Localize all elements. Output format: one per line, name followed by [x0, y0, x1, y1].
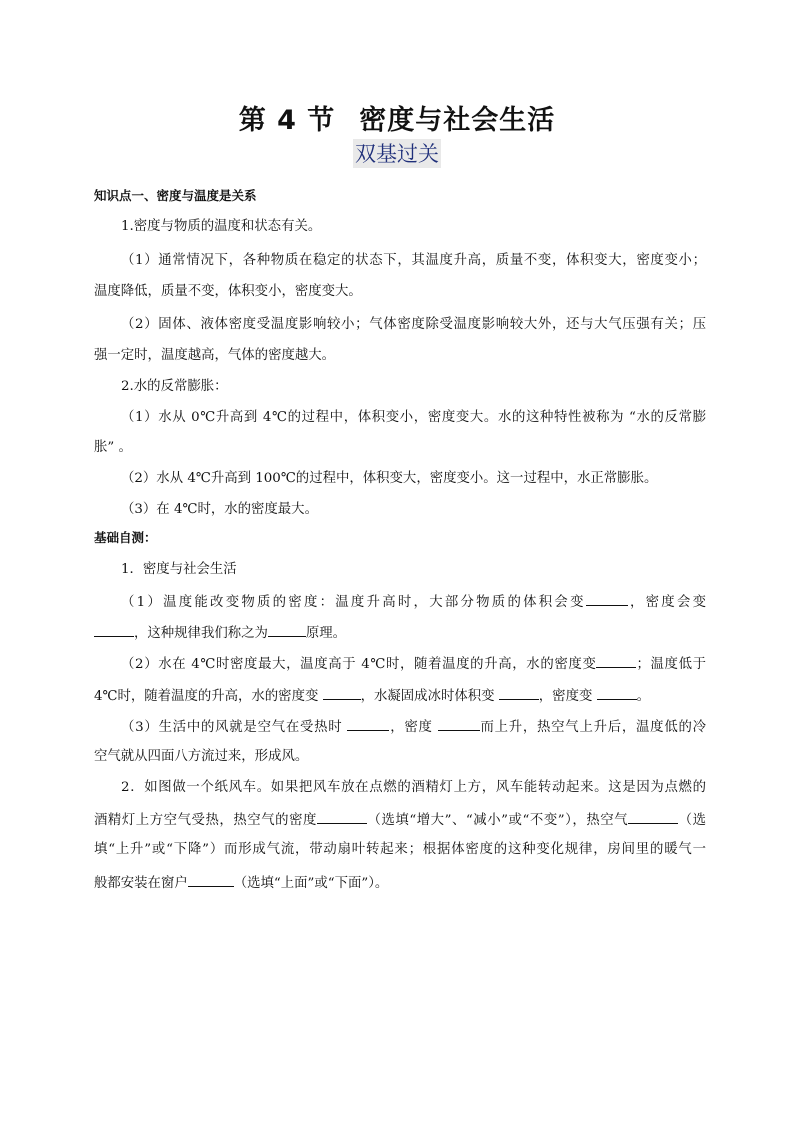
page-title [0, 98, 794, 137]
answer-blank[interactable] [323, 686, 361, 700]
knowledge-item-2-1-line2: 胀” 。 [94, 440, 132, 455]
answer-blank[interactable] [188, 873, 234, 887]
knowledge-item-1-1-line1: （1）通常情况下，各种物质在稳定的状态下，其温度升高，质量不变，体积变大，密度变小； [121, 253, 706, 268]
knowledge-item-2-2: （2）水从 4℃升高到 100℃的过程中，体积变大，密度变小。这一过程中，水正常膨胀。 [121, 471, 658, 486]
question-2-line1: 2．如图做一个纸风车。如果把风车放在点燃的酒精灯上方，风车能转动起来。这是因为点燃的 [121, 780, 706, 795]
question-2-line3: 填“上升”或“下降”）而形成气流，带动扇叶转起来；根据体密度的这种变化规律，房间里的暖气一 [94, 842, 706, 857]
section-number: 第 4 节 [238, 105, 336, 136]
answer-blank[interactable] [268, 623, 306, 637]
answer-blank[interactable] [596, 654, 636, 668]
knowledge-item-1-1-line2: 温度降低，质量不变，体积变小，密度变大。 [94, 284, 362, 299]
knowledge-item-2-3: （3）在 4℃时，水的密度最大。 [121, 502, 318, 517]
answer-blank[interactable] [597, 686, 637, 700]
question-1-2-line1: （2）水在 4℃时密度最大，温度高于 4℃时，随着温度的升高，水的密度变 ；温度低于 [121, 654, 706, 674]
answer-blank[interactable] [94, 623, 134, 637]
answer-blank[interactable] [499, 686, 539, 700]
question-2-line2: 酒精灯上方空气受热，热空气的密度 （选填“增大”、“减小”或“不变”），热空气 （选 [94, 810, 706, 830]
question-1-3-line1: （3）生活中的风就是空气在受热时 ，密度 而上升，热空气上升后，温度低的冷 [121, 717, 706, 737]
answer-blank[interactable] [347, 717, 389, 731]
answer-blank[interactable] [317, 810, 367, 824]
page-subtitle: 双基过关 [353, 139, 441, 168]
knowledge-heading: 知识点一、密度与温度是关系 [94, 188, 257, 203]
question-1-1-line1: （1）温度能改变物质的密度：温度升高时，大部分物质的体积会变 ，密度会变 [121, 592, 706, 612]
question-1-3-line2: 空气就从四面八方流过来，形成风。 [94, 749, 309, 764]
question-1-1-line2: ，这种规律我们称之为 原理。 [94, 623, 706, 643]
question-2-line4: 般都安装在窗户 （选填“上面”或“下面”）。 [94, 873, 706, 893]
knowledge-item-1: 1.密度与物质的温度和状态有关。 [121, 219, 322, 234]
section-name: 密度与社会生活 [359, 105, 556, 136]
knowledge-item-2-1-line1: （1）水从 0℃升高到 4℃的过程中，体积变小，密度变大。水的这种特性被称为 “水的反常膨 [121, 410, 706, 425]
knowledge-item-1-2-line2: 强一定时，温度越高，气体的密度越大。 [94, 348, 336, 363]
knowledge-item-2: 2.水的反常膨胀： [121, 379, 228, 394]
self-test-heading: 基础自测： [94, 530, 157, 545]
answer-blank[interactable] [628, 810, 678, 824]
question-1-2-line2: 4℃时，随着温度的升高，水的密度变 ，水凝固成冰时体积变 ，密度变 。 [94, 686, 706, 706]
answer-blank[interactable] [586, 592, 628, 606]
knowledge-item-1-2-line1: （2）固体、液体密度受温度影响较小；气体密度除受温度影响较大外，还与大气压强有关；压 [121, 317, 706, 332]
question-1-title: 1．密度与社会生活 [121, 562, 237, 577]
answer-blank[interactable] [438, 717, 480, 731]
